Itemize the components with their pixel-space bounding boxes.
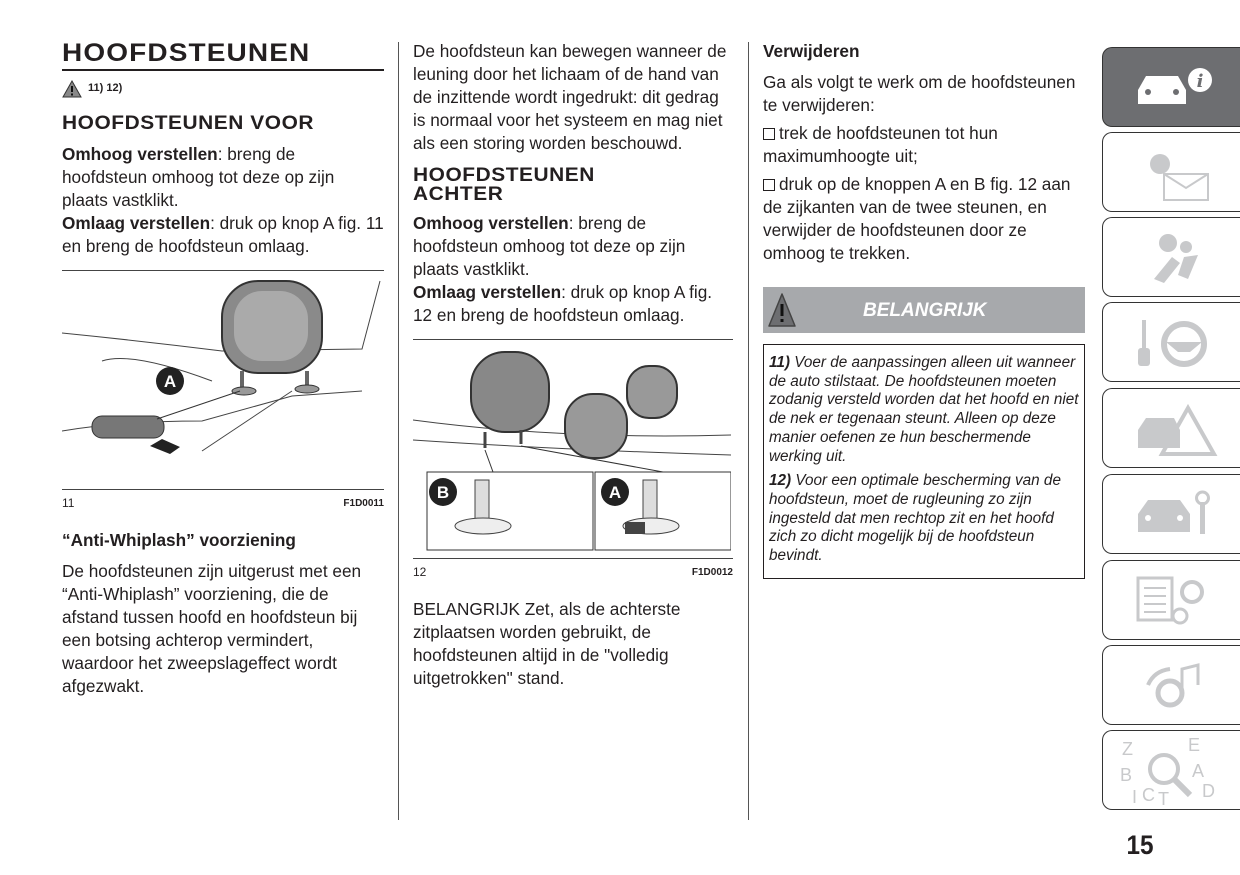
- tab-multimedia[interactable]: [1102, 645, 1240, 725]
- list-item: [763, 173, 1085, 265]
- callout-a: A: [608, 483, 622, 502]
- note-text: Voer de aanpassingen alleen uit wanneer de auto stilstaat. De hoofdsteunen moeten zodanig versteld worden dat het hoofd en niet de nek er tegenaan steunt. Alleen op deze manier oefenen ze hun beschermende werking uit.: [769, 354, 1079, 465]
- text: : druk op knop A fig. 11 en breng de hoofdsteun omlaag.: [62, 213, 384, 256]
- callout-b: B: [436, 483, 450, 502]
- starting-driving-icon: [1128, 312, 1218, 372]
- figure-number: 11: [62, 496, 75, 510]
- checkbox-bullet-icon: [763, 128, 775, 140]
- section-title: HOOFDSTEUNEN: [62, 39, 311, 67]
- figure-caption: [62, 489, 384, 515]
- tab-index[interactable]: [1102, 730, 1240, 810]
- note-text: Voor een optimale bescherming van de hoofdsteun, moet de rugleuning zo zijn ingesteld dat men rechtop zit en het hoofd zich zo dicht mogelijk bij de hoofdsteun bevindt.: [769, 472, 1061, 565]
- multimedia-icon: [1128, 655, 1218, 715]
- paragraph: De hoofdsteunen zijn uitgerust met een “Anti-Whiplash” voorziening, die de afstand tussen hoofd en hoofdsteun bij een botsing achterop vermindert, waardoor het zweepslageffect wordt afgezwakt.: [62, 561, 362, 696]
- tab-warning-lights[interactable]: [1102, 132, 1240, 212]
- svg-text:i: i: [1196, 71, 1203, 92]
- paragraph: Ga als volgt te werk om de hoofdsteunen te verwijderen:: [763, 72, 1076, 115]
- figure-12: [413, 339, 733, 584]
- subsection-title: “Anti-Whiplash” voorziening: [62, 530, 296, 550]
- banner-title: BELANGRIJK: [863, 299, 987, 321]
- warning-ref-text: 11) 12): [88, 82, 123, 94]
- warning-lights-icon: [1128, 142, 1218, 202]
- text: : breng de hoofdsteun omhoog tot deze op zijn plaats vastklikt.: [413, 213, 686, 279]
- column-2: [413, 40, 733, 690]
- paragraph: De hoofdsteun kan bewegen wanneer de leuning door het lichaam of de hand van de inzittende wordt ingedrukt: dit gedrag is normaal voor het systeem en mag niet als een storing worden beschouwd.: [413, 41, 727, 153]
- paragraph: [413, 212, 733, 281]
- safety-icon: [1128, 227, 1218, 287]
- label: Omlaag verstellen: [413, 282, 562, 302]
- list-item-text: druk op de knoppen A en B fig. 12 aan de zijkanten van de twee steunen, en verwijder de hoofdsteunen door ze omhoog te trekken.: [763, 174, 1071, 263]
- technical-data-icon: [1128, 570, 1218, 630]
- warning-refs: [62, 77, 384, 100]
- note-number: 12): [769, 472, 792, 490]
- title-rule: [62, 69, 384, 71]
- figure-code: F1D0012: [691, 567, 733, 578]
- column-divider: [398, 42, 399, 820]
- svg-text:I: I: [1131, 787, 1137, 805]
- figure-code: F1D0011: [343, 498, 384, 509]
- warning-icon: [62, 80, 82, 98]
- paragraph: [62, 212, 384, 258]
- svg-text:A: A: [1191, 761, 1204, 781]
- maintenance-icon: [1128, 484, 1218, 544]
- warning-icon: [767, 292, 797, 328]
- figure-number: 12: [413, 565, 427, 579]
- column-1: [62, 40, 384, 698]
- paragraph: [413, 281, 733, 327]
- tab-safety[interactable]: [1102, 217, 1240, 297]
- label: Omlaag verstellen: [62, 213, 211, 233]
- list-item: [763, 122, 1085, 168]
- warning-notes: [763, 344, 1085, 579]
- figure-caption: [413, 558, 733, 584]
- subsection-title: HOOFDSTEUNEN VOOR: [62, 113, 315, 134]
- note-number: 11): [769, 354, 790, 371]
- paragraph: BELANGRIJK Zet, als de achterste zitplaatsen worden gebruikt, de hoofdsteunen altijd in de "volledig uitgetrokken" stand.: [413, 599, 681, 688]
- car-info-icon: [1128, 62, 1218, 112]
- title-line: ACHTER: [413, 184, 504, 205]
- important-banner: [763, 287, 1085, 333]
- figure-11: [62, 270, 384, 515]
- paragraph: [62, 143, 384, 212]
- subsection-title: [413, 166, 765, 204]
- column-3: [763, 40, 1085, 579]
- svg-text:B: B: [1119, 765, 1132, 785]
- subsection-title: Verwijderen: [763, 41, 860, 61]
- svg-text:Z: Z: [1121, 739, 1133, 759]
- arrow-icon: [150, 439, 180, 454]
- tab-technical-data[interactable]: [1102, 560, 1240, 640]
- svg-text:C: C: [1141, 785, 1155, 805]
- label: Omhoog verstellen: [62, 144, 218, 164]
- svg-text:D: D: [1201, 781, 1215, 801]
- emergency-icon: [1128, 398, 1218, 458]
- index-icon: [1118, 735, 1228, 805]
- list-item-text: trek de hoofdsteunen tot hun maximumhoogte uit;: [763, 123, 998, 166]
- text: : druk op knop A fig. 12 en breng de hoofdsteun omlaag.: [413, 282, 713, 325]
- note-item: [769, 472, 1079, 566]
- label: Omhoog verstellen: [413, 213, 569, 233]
- tab-starting-driving[interactable]: [1102, 302, 1240, 382]
- note-item: [769, 354, 1079, 466]
- checkbox-bullet-icon: [763, 179, 775, 191]
- tab-maintenance[interactable]: [1102, 474, 1240, 554]
- svg-text:E: E: [1187, 735, 1200, 755]
- title-line: HOOFDSTEUNEN: [413, 165, 595, 186]
- text: : breng de hoofdsteun omhoog tot deze op zijn plaats vastklikt.: [62, 144, 335, 210]
- tab-car-info[interactable]: [1102, 47, 1240, 127]
- rear-headrest-illustration: [413, 340, 731, 552]
- callout-a: A: [163, 372, 177, 391]
- tab-emergency[interactable]: [1102, 388, 1240, 468]
- page-number: 15: [1126, 830, 1154, 860]
- svg-text:T: T: [1157, 789, 1169, 805]
- column-divider: [748, 42, 749, 820]
- front-headrest-illustration: [62, 271, 382, 483]
